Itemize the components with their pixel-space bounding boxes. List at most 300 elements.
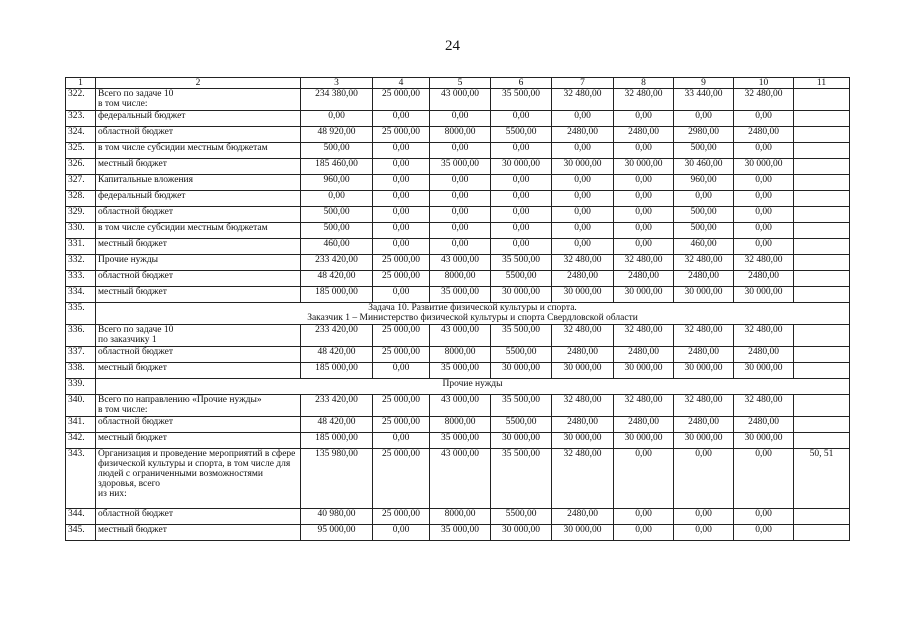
value-cell-col-8: 0,00 <box>614 509 674 525</box>
value-cell-col-3: 500,00 <box>301 223 373 239</box>
value-cell-col-5: 0,00 <box>430 191 491 207</box>
value-cell-col-5: 0,00 <box>430 111 491 127</box>
header-row <box>66 78 850 89</box>
row-label <box>96 433 301 449</box>
table-row <box>66 363 850 379</box>
value-cell-col-8: 0,00 <box>614 111 674 127</box>
row-number: 333. <box>66 271 96 287</box>
value-cell-col-9: 0,00 <box>674 525 734 541</box>
row-number: 323. <box>66 111 96 127</box>
value-cell-col-9: 500,00 <box>674 207 734 223</box>
table-row <box>66 175 850 191</box>
row-number: 330. <box>66 223 96 239</box>
row-label-line: областной бюджет <box>98 347 174 357</box>
row-label <box>96 525 301 541</box>
value-cell-col-5: 0,00 <box>430 207 491 223</box>
value-cell-col-11 <box>794 191 850 207</box>
column-header-6: 6 <box>491 78 552 89</box>
value-cell-col-7: 0,00 <box>552 175 614 191</box>
value-cell-col-3: 48 420,00 <box>301 417 373 433</box>
value-cell-col-6: 35 500,00 <box>491 449 552 509</box>
value-cell-col-11 <box>794 395 850 417</box>
row-label-line: Организация и проведение мероприятий в сфере физической культуры и спорта, в том числе для людей с ограниченными возможностями здоровья, всего <box>98 449 296 489</box>
value-cell-col-10: 2480,00 <box>734 417 794 433</box>
value-cell-col-5: 43 000,00 <box>430 255 491 271</box>
value-cell-col-6: 0,00 <box>491 207 552 223</box>
value-cell-col-7: 2480,00 <box>552 127 614 143</box>
value-cell-col-5: 8000,00 <box>430 271 491 287</box>
row-label <box>96 509 301 525</box>
value-cell-col-8: 0,00 <box>614 191 674 207</box>
value-cell-col-6: 5500,00 <box>491 271 552 287</box>
row-number: 343. <box>66 449 96 509</box>
value-cell-col-3: 234 380,00 <box>301 89 373 111</box>
value-cell-col-10: 32 480,00 <box>734 89 794 111</box>
row-label-line: местный бюджет <box>98 525 167 535</box>
value-cell-col-4: 25 000,00 <box>373 449 430 509</box>
value-cell-col-6: 30 000,00 <box>491 525 552 541</box>
value-cell-col-10: 30 000,00 <box>734 287 794 303</box>
table-row <box>66 255 850 271</box>
row-number: 345. <box>66 525 96 541</box>
row-number: 332. <box>66 255 96 271</box>
column-header-4: 4 <box>373 78 430 89</box>
column-header-11: 11 <box>794 78 850 89</box>
value-cell-col-11: 50, 51 <box>794 449 850 509</box>
value-cell-col-4: 25 000,00 <box>373 347 430 363</box>
row-number: 342. <box>66 433 96 449</box>
value-cell-col-5: 0,00 <box>430 175 491 191</box>
value-cell-col-10: 0,00 <box>734 175 794 191</box>
value-cell-col-11 <box>794 417 850 433</box>
row-number: 334. <box>66 287 96 303</box>
value-cell-col-4: 0,00 <box>373 175 430 191</box>
row-label <box>96 271 301 287</box>
section-title-line: Задача 10. Развитие физической культуры и спорта. <box>368 303 577 313</box>
value-cell-col-5: 43 000,00 <box>430 449 491 509</box>
value-cell-col-5: 43 000,00 <box>430 89 491 111</box>
value-cell-col-10: 0,00 <box>734 449 794 509</box>
row-label <box>96 127 301 143</box>
value-cell-col-8: 32 480,00 <box>614 255 674 271</box>
row-number: 324. <box>66 127 96 143</box>
value-cell-col-3: 40 980,00 <box>301 509 373 525</box>
value-cell-col-5: 43 000,00 <box>430 325 491 347</box>
row-label <box>96 223 301 239</box>
value-cell-col-8: 0,00 <box>614 223 674 239</box>
value-cell-col-4: 0,00 <box>373 191 430 207</box>
row-label <box>96 111 301 127</box>
value-cell-col-3: 185 000,00 <box>301 433 373 449</box>
value-cell-col-11 <box>794 433 850 449</box>
value-cell-col-6: 0,00 <box>491 239 552 255</box>
row-label-line: Капитальные вложения <box>98 175 193 185</box>
value-cell-col-10: 2480,00 <box>734 127 794 143</box>
row-label-line: местный бюджет <box>98 363 167 373</box>
value-cell-col-10: 0,00 <box>734 509 794 525</box>
row-label-line: местный бюджет <box>98 287 167 297</box>
column-header-9: 9 <box>674 78 734 89</box>
value-cell-col-8: 0,00 <box>614 175 674 191</box>
value-cell-col-9: 2480,00 <box>674 271 734 287</box>
value-cell-col-11 <box>794 347 850 363</box>
value-cell-col-6: 30 000,00 <box>491 159 552 175</box>
row-label-line: по заказчику 1 <box>98 335 157 345</box>
value-cell-col-3: 48 920,00 <box>301 127 373 143</box>
value-cell-col-7: 0,00 <box>552 111 614 127</box>
value-cell-col-8: 2480,00 <box>614 127 674 143</box>
value-cell-col-3: 233 420,00 <box>301 255 373 271</box>
value-cell-col-9: 0,00 <box>674 509 734 525</box>
value-cell-col-11 <box>794 363 850 379</box>
value-cell-col-3: 185 460,00 <box>301 159 373 175</box>
value-cell-col-5: 8000,00 <box>430 509 491 525</box>
row-label-line: областной бюджет <box>98 127 174 137</box>
row-number: 329. <box>66 207 96 223</box>
column-header-8: 8 <box>614 78 674 89</box>
value-cell-col-6: 35 500,00 <box>491 395 552 417</box>
value-cell-col-11 <box>794 143 850 159</box>
value-cell-col-4: 0,00 <box>373 433 430 449</box>
value-cell-col-11 <box>794 89 850 111</box>
value-cell-col-7: 0,00 <box>552 191 614 207</box>
value-cell-col-8: 30 000,00 <box>614 363 674 379</box>
value-cell-col-10: 0,00 <box>734 239 794 255</box>
value-cell-col-9: 0,00 <box>674 111 734 127</box>
value-cell-col-7: 0,00 <box>552 207 614 223</box>
value-cell-col-4: 25 000,00 <box>373 89 430 111</box>
value-cell-col-4: 25 000,00 <box>373 325 430 347</box>
value-cell-col-11 <box>794 525 850 541</box>
value-cell-col-4: 0,00 <box>373 363 430 379</box>
value-cell-col-9: 500,00 <box>674 223 734 239</box>
section-title <box>96 379 850 395</box>
value-cell-col-7: 30 000,00 <box>552 525 614 541</box>
value-cell-col-11 <box>794 239 850 255</box>
value-cell-col-4: 0,00 <box>373 159 430 175</box>
value-cell-col-8: 2480,00 <box>614 347 674 363</box>
value-cell-col-9: 30 000,00 <box>674 433 734 449</box>
value-cell-col-3: 500,00 <box>301 207 373 223</box>
row-label-line: в том числе субсидии местным бюджетам <box>98 223 268 233</box>
value-cell-col-7: 30 000,00 <box>552 363 614 379</box>
value-cell-col-8: 30 000,00 <box>614 287 674 303</box>
value-cell-col-7: 0,00 <box>552 239 614 255</box>
row-label <box>96 191 301 207</box>
row-label <box>96 287 301 303</box>
value-cell-col-7: 30 000,00 <box>552 159 614 175</box>
value-cell-col-6: 35 500,00 <box>491 325 552 347</box>
value-cell-col-3: 95 000,00 <box>301 525 373 541</box>
row-label <box>96 207 301 223</box>
table-row <box>66 143 850 159</box>
value-cell-col-5: 8000,00 <box>430 417 491 433</box>
table-row <box>66 347 850 363</box>
value-cell-col-10: 0,00 <box>734 111 794 127</box>
row-label <box>96 143 301 159</box>
table-row <box>66 207 850 223</box>
value-cell-col-4: 0,00 <box>373 207 430 223</box>
table-row <box>66 127 850 143</box>
table-row <box>66 159 850 175</box>
value-cell-col-11 <box>794 207 850 223</box>
value-cell-col-3: 48 420,00 <box>301 271 373 287</box>
value-cell-col-9: 2480,00 <box>674 417 734 433</box>
value-cell-col-4: 0,00 <box>373 111 430 127</box>
row-label <box>96 363 301 379</box>
value-cell-col-5: 35 000,00 <box>430 287 491 303</box>
row-label-line: областной бюджет <box>98 271 174 281</box>
value-cell-col-6: 0,00 <box>491 191 552 207</box>
value-cell-col-11 <box>794 287 850 303</box>
table-row <box>66 191 850 207</box>
row-number: 338. <box>66 363 96 379</box>
row-label-line: Прочие нужды <box>98 255 159 265</box>
row-label-line: Всего по направлению «Прочие нужды» <box>98 395 262 405</box>
value-cell-col-6: 5500,00 <box>491 509 552 525</box>
page-number: 24 <box>445 38 460 54</box>
value-cell-col-9: 30 000,00 <box>674 287 734 303</box>
value-cell-col-8: 32 480,00 <box>614 325 674 347</box>
value-cell-col-11 <box>794 223 850 239</box>
value-cell-col-10: 0,00 <box>734 143 794 159</box>
row-number: 339. <box>66 379 96 395</box>
value-cell-col-7: 2480,00 <box>552 417 614 433</box>
column-header-1: 1 <box>66 78 96 89</box>
row-label-line: из них: <box>98 489 127 499</box>
value-cell-col-3: 48 420,00 <box>301 347 373 363</box>
row-label <box>96 159 301 175</box>
value-cell-col-11 <box>794 255 850 271</box>
table-row <box>66 525 850 541</box>
row-number: 326. <box>66 159 96 175</box>
value-cell-col-6: 0,00 <box>491 143 552 159</box>
row-label <box>96 449 301 509</box>
row-number: 327. <box>66 175 96 191</box>
row-label <box>96 255 301 271</box>
row-label <box>96 395 301 417</box>
value-cell-col-3: 0,00 <box>301 191 373 207</box>
value-cell-col-8: 32 480,00 <box>614 395 674 417</box>
value-cell-col-4: 25 000,00 <box>373 509 430 525</box>
table-row <box>66 395 850 417</box>
value-cell-col-6: 30 000,00 <box>491 287 552 303</box>
value-cell-col-6: 30 000,00 <box>491 363 552 379</box>
value-cell-col-4: 0,00 <box>373 239 430 255</box>
row-number: 322. <box>66 89 96 111</box>
value-cell-col-6: 0,00 <box>491 223 552 239</box>
value-cell-col-5: 35 000,00 <box>430 525 491 541</box>
value-cell-col-7: 2480,00 <box>552 347 614 363</box>
value-cell-col-8: 32 480,00 <box>614 89 674 111</box>
value-cell-col-9: 32 480,00 <box>674 395 734 417</box>
value-cell-col-8: 0,00 <box>614 207 674 223</box>
row-number: 331. <box>66 239 96 255</box>
value-cell-col-10: 0,00 <box>734 207 794 223</box>
value-cell-col-4: 0,00 <box>373 525 430 541</box>
row-label <box>96 347 301 363</box>
row-label-line: местный бюджет <box>98 159 167 169</box>
table-row <box>66 271 850 287</box>
table-row <box>66 223 850 239</box>
row-label <box>96 89 301 111</box>
value-cell-col-5: 35 000,00 <box>430 363 491 379</box>
value-cell-col-9: 30 460,00 <box>674 159 734 175</box>
row-label-line: областной бюджет <box>98 509 174 519</box>
section-row <box>66 303 850 325</box>
value-cell-col-4: 25 000,00 <box>373 395 430 417</box>
row-number: 335. <box>66 303 96 325</box>
value-cell-col-9: 30 000,00 <box>674 363 734 379</box>
value-cell-col-7: 32 480,00 <box>552 255 614 271</box>
section-title-line: Заказчик 1 – Министерство физической культуры и спорта Свердловской области <box>307 313 638 323</box>
row-label <box>96 175 301 191</box>
value-cell-col-10: 32 480,00 <box>734 325 794 347</box>
value-cell-col-5: 43 000,00 <box>430 395 491 417</box>
value-cell-col-9: 2480,00 <box>674 347 734 363</box>
row-label-line: федеральный бюджет <box>98 191 186 201</box>
value-cell-col-4: 25 000,00 <box>373 271 430 287</box>
value-cell-col-10: 30 000,00 <box>734 363 794 379</box>
value-cell-col-8: 30 000,00 <box>614 159 674 175</box>
row-number: 340. <box>66 395 96 417</box>
value-cell-col-8: 0,00 <box>614 239 674 255</box>
column-header-5: 5 <box>430 78 491 89</box>
row-number: 325. <box>66 143 96 159</box>
value-cell-col-3: 460,00 <box>301 239 373 255</box>
table-row <box>66 325 850 347</box>
value-cell-col-7: 30 000,00 <box>552 287 614 303</box>
value-cell-col-5: 35 000,00 <box>430 159 491 175</box>
value-cell-col-3: 185 000,00 <box>301 363 373 379</box>
value-cell-col-6: 35 500,00 <box>491 89 552 111</box>
value-cell-col-7: 32 480,00 <box>552 395 614 417</box>
value-cell-col-6: 30 000,00 <box>491 433 552 449</box>
value-cell-col-7: 2480,00 <box>552 509 614 525</box>
row-label-line: в том числе: <box>98 405 148 415</box>
value-cell-col-11 <box>794 159 850 175</box>
value-cell-col-4: 25 000,00 <box>373 255 430 271</box>
row-label <box>96 417 301 433</box>
value-cell-col-6: 0,00 <box>491 111 552 127</box>
row-label-line: Всего по задаче 10 <box>98 89 174 99</box>
value-cell-col-9: 2980,00 <box>674 127 734 143</box>
value-cell-col-9: 32 480,00 <box>674 325 734 347</box>
section-row <box>66 379 850 395</box>
value-cell-col-10: 0,00 <box>734 223 794 239</box>
value-cell-col-7: 30 000,00 <box>552 433 614 449</box>
value-cell-col-3: 500,00 <box>301 143 373 159</box>
value-cell-col-3: 135 980,00 <box>301 449 373 509</box>
value-cell-col-10: 0,00 <box>734 525 794 541</box>
value-cell-col-10: 30 000,00 <box>734 159 794 175</box>
value-cell-col-8: 0,00 <box>614 525 674 541</box>
value-cell-col-3: 0,00 <box>301 111 373 127</box>
value-cell-col-3: 233 420,00 <box>301 325 373 347</box>
value-cell-col-9: 0,00 <box>674 449 734 509</box>
value-cell-col-9: 960,00 <box>674 175 734 191</box>
section-title-line: Прочие нужды <box>442 379 503 389</box>
value-cell-col-7: 0,00 <box>552 223 614 239</box>
value-cell-col-7: 32 480,00 <box>552 325 614 347</box>
value-cell-col-7: 2480,00 <box>552 271 614 287</box>
value-cell-col-11 <box>794 325 850 347</box>
value-cell-col-9: 500,00 <box>674 143 734 159</box>
value-cell-col-10: 30 000,00 <box>734 433 794 449</box>
value-cell-col-6: 5500,00 <box>491 127 552 143</box>
value-cell-col-3: 960,00 <box>301 175 373 191</box>
row-label-line: местный бюджет <box>98 433 167 443</box>
value-cell-col-6: 35 500,00 <box>491 255 552 271</box>
value-cell-col-9: 0,00 <box>674 191 734 207</box>
row-label-line: Всего по задаче 10 <box>98 325 174 335</box>
value-cell-col-11 <box>794 175 850 191</box>
row-label-line: областной бюджет <box>98 207 174 217</box>
value-cell-col-5: 0,00 <box>430 239 491 255</box>
value-cell-col-3: 233 420,00 <box>301 395 373 417</box>
row-label-line: в том числе субсидии местным бюджетам <box>98 143 268 153</box>
value-cell-col-6: 5500,00 <box>491 417 552 433</box>
value-cell-col-7: 0,00 <box>552 143 614 159</box>
value-cell-col-5: 35 000,00 <box>430 433 491 449</box>
value-cell-col-8: 0,00 <box>614 143 674 159</box>
value-cell-col-9: 32 480,00 <box>674 255 734 271</box>
value-cell-col-5: 8000,00 <box>430 347 491 363</box>
value-cell-col-8: 0,00 <box>614 449 674 509</box>
table-row <box>66 111 850 127</box>
row-label-line: в том числе: <box>98 99 148 109</box>
row-label-line: областной бюджет <box>98 417 174 427</box>
value-cell-col-4: 0,00 <box>373 223 430 239</box>
value-cell-col-9: 460,00 <box>674 239 734 255</box>
table-row <box>66 239 850 255</box>
value-cell-col-7: 32 480,00 <box>552 89 614 111</box>
row-number: 337. <box>66 347 96 363</box>
table-row <box>66 89 850 111</box>
value-cell-col-6: 0,00 <box>491 175 552 191</box>
value-cell-col-8: 2480,00 <box>614 417 674 433</box>
value-cell-col-4: 0,00 <box>373 143 430 159</box>
value-cell-col-8: 30 000,00 <box>614 433 674 449</box>
value-cell-col-4: 0,00 <box>373 287 430 303</box>
value-cell-col-11 <box>794 271 850 287</box>
column-header-2: 2 <box>96 78 301 89</box>
column-header-3: 3 <box>301 78 373 89</box>
row-number: 341. <box>66 417 96 433</box>
budget-table <box>65 77 850 541</box>
value-cell-col-11 <box>794 111 850 127</box>
column-header-7: 7 <box>552 78 614 89</box>
value-cell-col-10: 32 480,00 <box>734 255 794 271</box>
value-cell-col-8: 2480,00 <box>614 271 674 287</box>
value-cell-col-10: 32 480,00 <box>734 395 794 417</box>
value-cell-col-10: 2480,00 <box>734 347 794 363</box>
row-number: 336. <box>66 325 96 347</box>
value-cell-col-5: 0,00 <box>430 223 491 239</box>
table-row <box>66 417 850 433</box>
value-cell-col-6: 5500,00 <box>491 347 552 363</box>
value-cell-col-9: 33 440,00 <box>674 89 734 111</box>
row-label <box>96 325 301 347</box>
row-label <box>96 239 301 255</box>
value-cell-col-5: 8000,00 <box>430 127 491 143</box>
row-number: 344. <box>66 509 96 525</box>
value-cell-col-11 <box>794 509 850 525</box>
row-label-line: местный бюджет <box>98 239 167 249</box>
row-label-line: федеральный бюджет <box>98 111 186 121</box>
row-number: 328. <box>66 191 96 207</box>
value-cell-col-7: 32 480,00 <box>552 449 614 509</box>
